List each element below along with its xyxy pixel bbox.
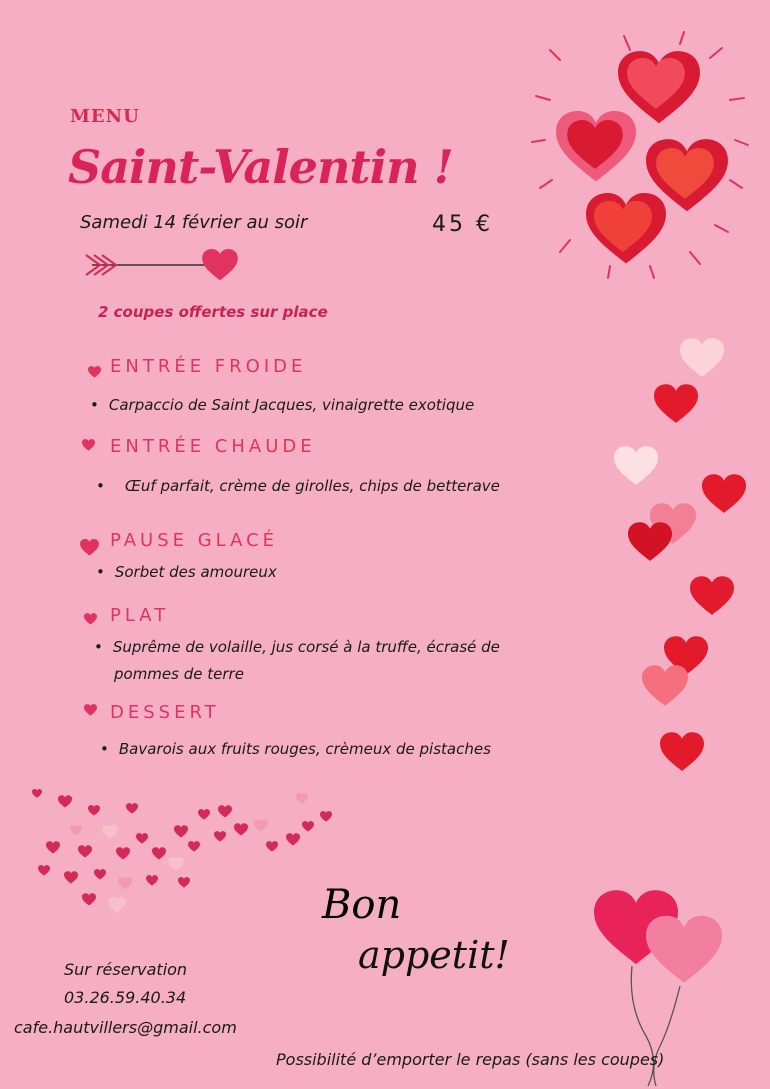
phone-number[interactable]: 03.26.59.40.34	[64, 988, 187, 1007]
bullet-icon: •	[96, 477, 105, 495]
bon-text: Bon	[322, 882, 402, 928]
section-heading: PAUSE GLACÉ	[110, 530, 279, 551]
scattered-hearts-decoration	[28, 785, 348, 925]
bon-appetit-signature	[318, 870, 518, 985]
menu-price: 45 €	[432, 212, 493, 237]
hearts-cluster-decoration	[530, 30, 750, 280]
heart-bullet-icon	[84, 613, 97, 625]
appetit-text: appetit!	[358, 933, 510, 977]
bullet-icon: •	[96, 563, 105, 581]
arrow-heart-icon	[82, 245, 242, 285]
menu-item: • Carpaccio de Saint Jacques, vinaigrette exotique	[90, 396, 475, 414]
bullet-icon: •	[94, 638, 103, 656]
heart-bullet-icon	[82, 439, 95, 451]
email-address[interactable]: cafe.hautvillers@gmail.com	[14, 1018, 237, 1037]
section-heading: PLAT	[110, 605, 170, 626]
heart-bullet-icon	[84, 704, 97, 716]
heart-bullet-icon	[80, 539, 99, 556]
event-date: Samedi 14 février au soir	[80, 212, 308, 233]
takeaway-note: Possibilité d’emporter le repas (sans les coupes)	[276, 1050, 665, 1069]
menu-label: MENU	[70, 106, 140, 127]
bullet-icon: •	[90, 396, 99, 414]
bullet-icon: •	[100, 740, 109, 758]
section-heading: DESSERT	[110, 702, 220, 723]
section-heading: ENTRÉE CHAUDE	[110, 436, 316, 457]
reservation-label: Sur réservation	[64, 960, 188, 979]
coupes-note: 2 coupes offertes sur place	[98, 303, 328, 321]
page-title: Saint-Valentin !	[68, 140, 453, 194]
heart-bullet-icon	[88, 366, 101, 378]
menu-item: • Sorbet des amoureux	[96, 563, 277, 581]
menu-item: • Bavarois aux fruits rouges, crèmeux de pistaches	[100, 740, 491, 758]
menu-item: • Suprême de volaille, jus corsé à la truffe, écrasé de pommes de terre	[94, 638, 500, 683]
section-heading: ENTRÉE FROIDE	[110, 356, 307, 377]
menu-item: • Œuf parfait, crème de girolles, chips de betterave	[96, 477, 500, 495]
hearts-column-decoration	[610, 335, 760, 780]
